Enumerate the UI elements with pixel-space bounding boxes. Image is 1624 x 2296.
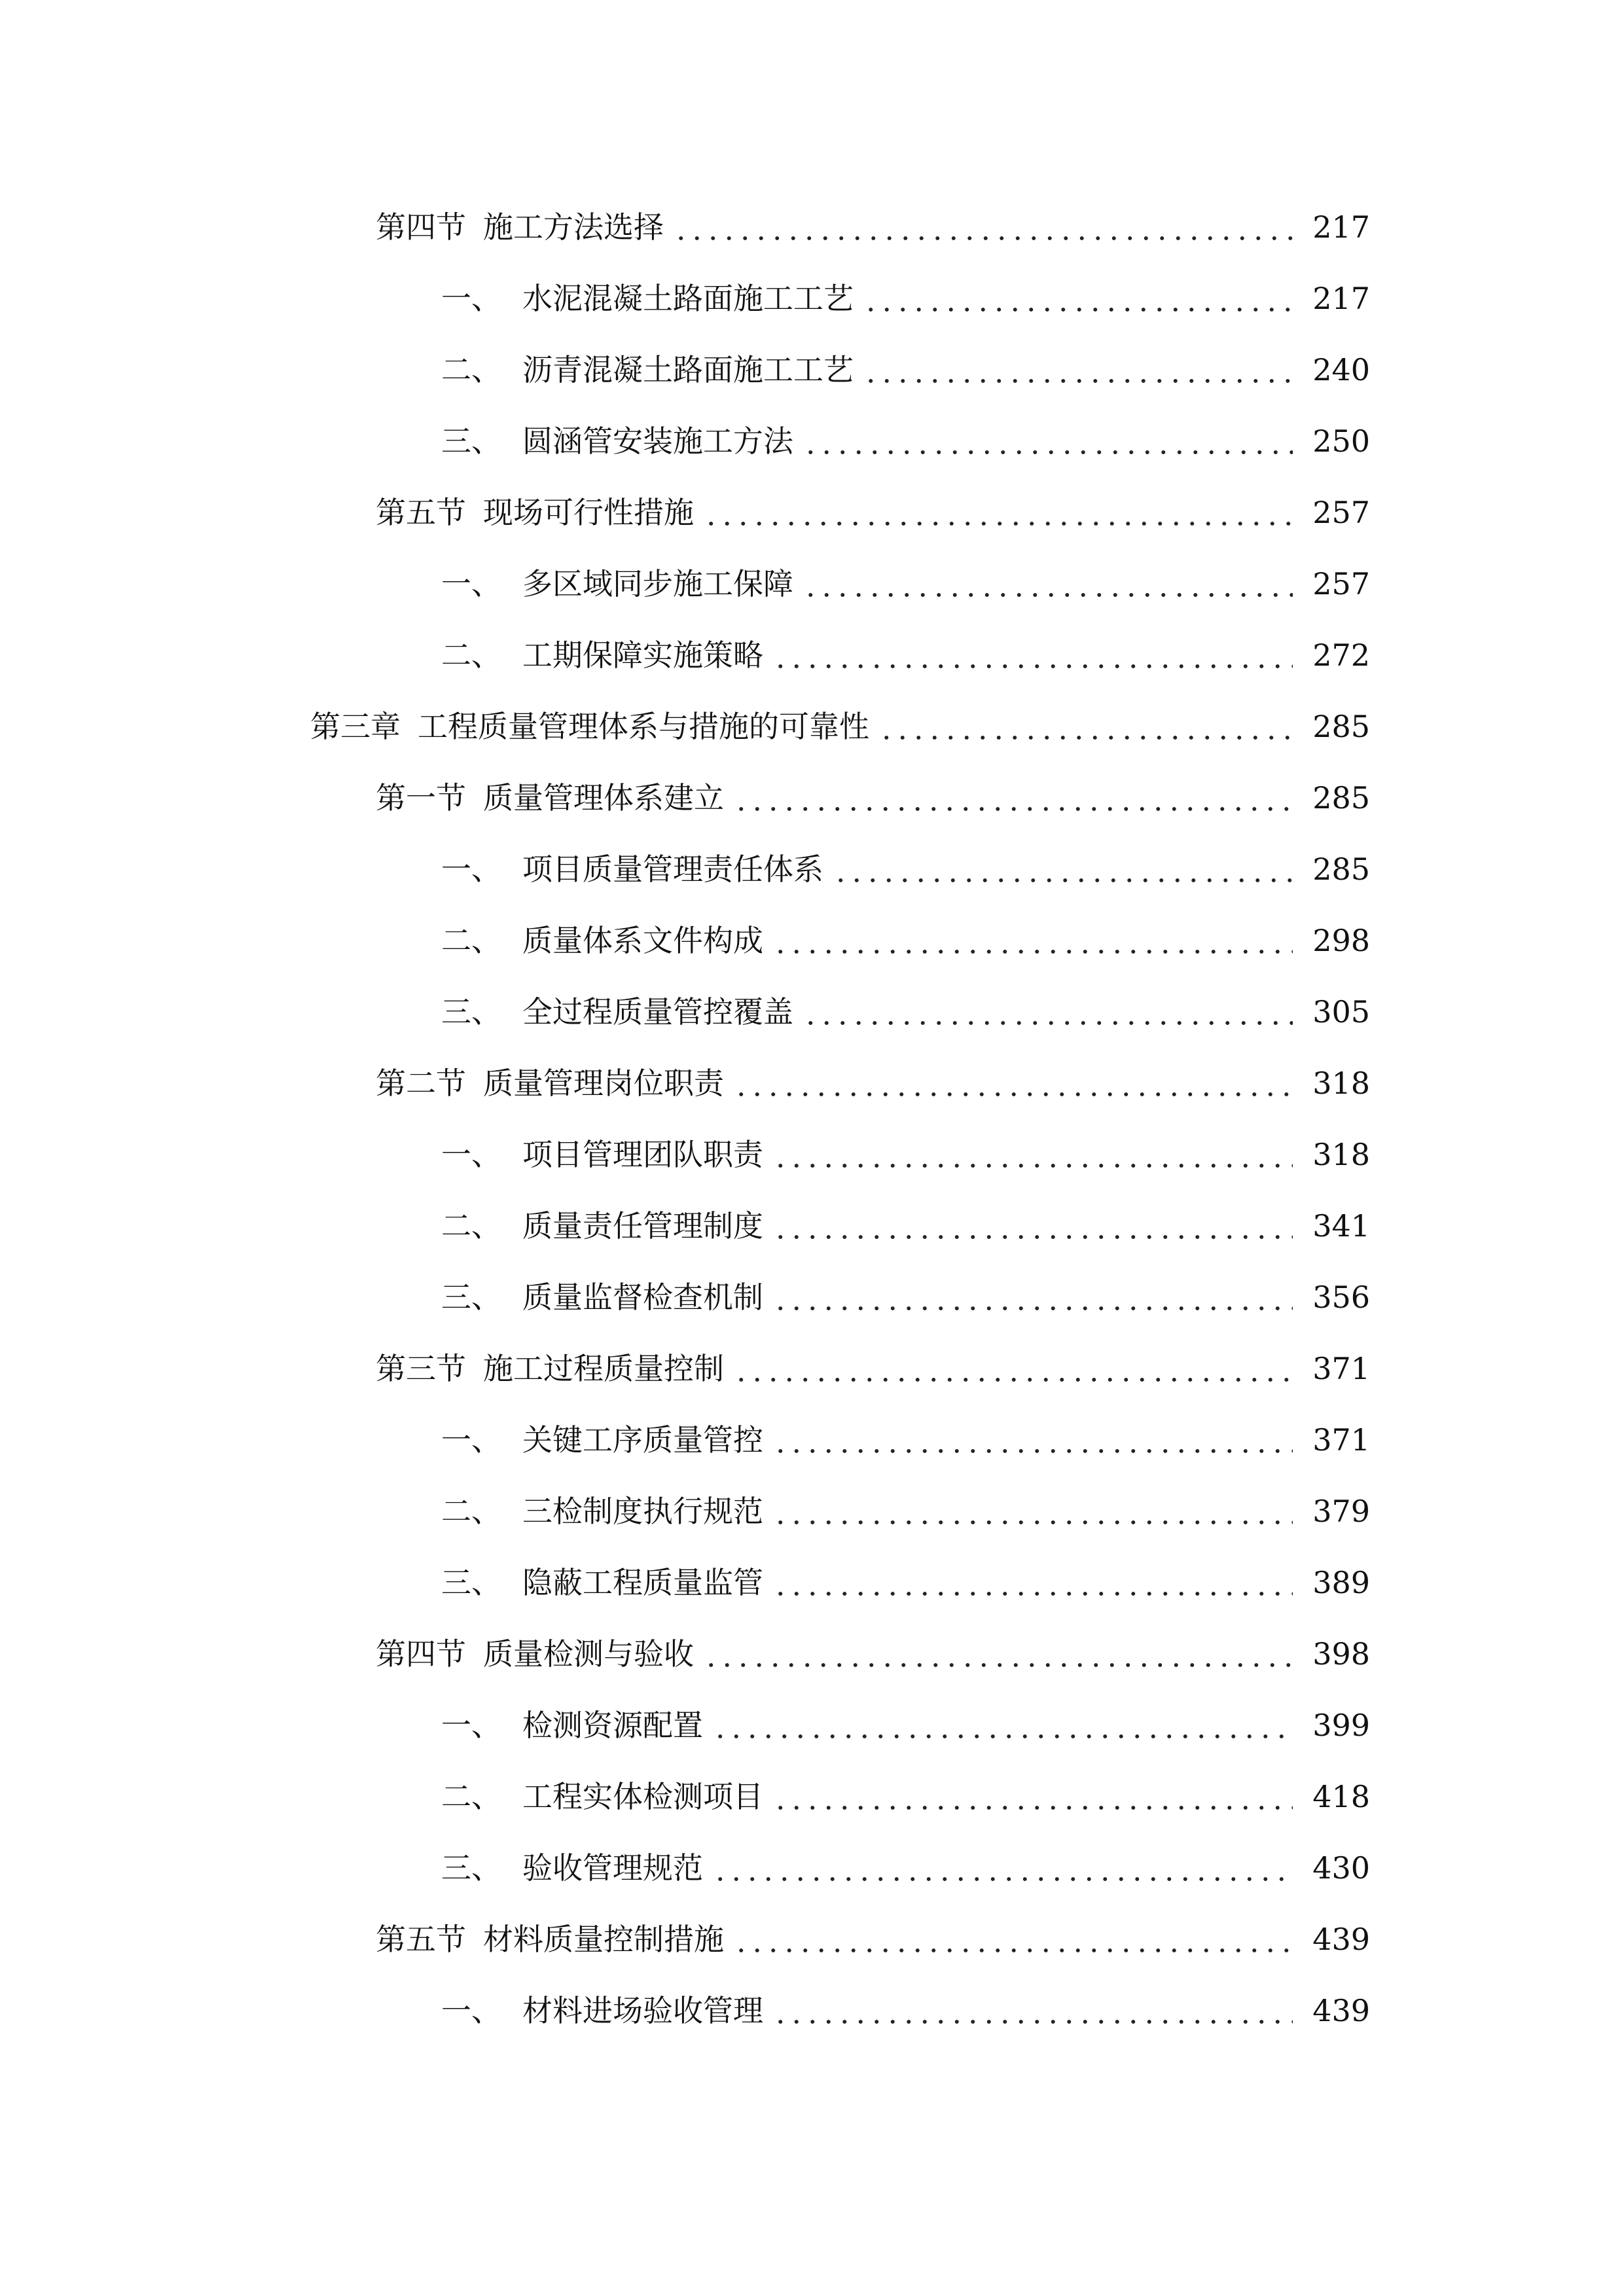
toc-entry-prefix: 三、 [441, 1564, 501, 1600]
toc-entry-label [441, 351, 854, 387]
toc-entry-subsection[interactable] [0, 1261, 1624, 1333]
toc-entry-title: 检测资源配置 [522, 1707, 703, 1743]
toc-page-number: 298 [1312, 922, 1370, 958]
toc-page-number: 439 [1312, 1992, 1370, 2028]
toc-page-number: 257 [1312, 494, 1370, 530]
toc-entry-subsection[interactable] [0, 262, 1624, 334]
toc-page-number: 285 [1312, 851, 1370, 887]
toc-entry-chapter[interactable] [0, 691, 1624, 762]
toc-page-number: 371 [1312, 1422, 1370, 1458]
toc-entry-prefix: 三、 [441, 423, 501, 459]
toc-entry-subsection[interactable] [0, 1119, 1624, 1190]
toc-entry-title: 施工过程质量控制 [483, 1350, 724, 1386]
toc-page-number: 399 [1312, 1707, 1370, 1743]
toc-entry-subsection[interactable] [0, 1475, 1624, 1547]
toc-page-number: 285 [1312, 708, 1370, 744]
toc-entry-subsection[interactable] [0, 548, 1624, 619]
toc-page-number: 257 [1312, 565, 1370, 601]
toc-entry-subsection[interactable] [0, 405, 1624, 476]
toc-entry-prefix: 一、 [441, 851, 501, 887]
toc-entry-label [441, 565, 793, 601]
toc-page-number: 318 [1312, 1065, 1370, 1101]
toc-dot-leader [863, 355, 1293, 385]
toc-entry-prefix: 二、 [441, 1208, 501, 1244]
toc-entry-title: 工程质量管理体系与措施的可靠性 [418, 708, 869, 744]
toc-page-number: 341 [1312, 1208, 1370, 1244]
toc-entry-prefix: 第一节 [376, 780, 466, 816]
toc-entry-prefix: 三、 [441, 994, 501, 1030]
toc-dot-leader [772, 640, 1293, 670]
toc-entry-section[interactable] [0, 1047, 1624, 1119]
toc-dot-leader [712, 1710, 1293, 1740]
toc-dot-leader [772, 1782, 1293, 1812]
toc-page-number: 285 [1312, 780, 1370, 816]
toc-entry-title: 质量管理体系建立 [483, 780, 724, 816]
toc-dot-leader [733, 1924, 1293, 1954]
toc-entry-section[interactable] [0, 762, 1624, 833]
toc-entry-subsection[interactable] [0, 1761, 1624, 1832]
toc-entry-prefix: 第二节 [376, 1065, 466, 1101]
toc-dot-leader [833, 854, 1293, 884]
toc-dot-leader [733, 1068, 1293, 1098]
toc-dot-leader [712, 1853, 1293, 1883]
toc-page-number: 250 [1312, 423, 1370, 459]
toc-entry-subsection[interactable] [0, 905, 1624, 976]
toc-entry-prefix: 第五节 [376, 494, 466, 530]
toc-dot-leader [772, 1496, 1293, 1526]
toc-entry-title: 工期保障实施策略 [522, 637, 763, 673]
toc-entry-subsection[interactable] [0, 976, 1624, 1047]
toc-page-number: 371 [1312, 1350, 1370, 1386]
toc-entry-label [376, 1636, 694, 1672]
toc-entry-subsection[interactable] [0, 1975, 1624, 2046]
toc-dot-leader [772, 1282, 1293, 1312]
toc-page-number: 439 [1312, 1921, 1370, 1957]
toc-entry-label [441, 1850, 703, 1886]
toc-entry-subsection[interactable] [0, 1832, 1624, 1903]
toc-entry-label [310, 708, 869, 744]
toc-entry-title: 关键工序质量管控 [522, 1422, 763, 1458]
toc-dot-leader [733, 783, 1293, 813]
toc-entry-label [376, 209, 664, 245]
toc-entry-title: 验收管理规范 [522, 1850, 703, 1886]
toc-entry-prefix: 二、 [441, 922, 501, 958]
toc-dot-leader [772, 925, 1293, 956]
toc-entry-prefix: 二、 [441, 1778, 501, 1814]
toc-entry-title: 项目管理团队职责 [522, 1136, 763, 1172]
toc-entry-prefix: 一、 [441, 1422, 501, 1458]
toc-page-number: 318 [1312, 1136, 1370, 1172]
toc-entry-subsection[interactable] [0, 1547, 1624, 1618]
toc-entry-label [441, 851, 823, 887]
toc-entry-title: 工程实体检测项目 [522, 1778, 763, 1814]
toc-entry-label [376, 1350, 724, 1386]
toc-entry-title: 质量监督检查机制 [522, 1279, 763, 1315]
toc-entry-label [441, 1208, 763, 1244]
toc-entry-prefix: 二、 [441, 1493, 501, 1529]
toc-entry-label [441, 637, 763, 673]
toc-entry-title: 施工方法选择 [483, 209, 664, 245]
toc-entry-prefix: 一、 [441, 1707, 501, 1743]
toc-dot-leader [772, 1139, 1293, 1170]
toc-entry-label [441, 1422, 763, 1458]
toc-dot-leader [878, 711, 1293, 742]
toc-entry-title: 沥青混凝土路面施工工艺 [522, 351, 854, 387]
toc-page-number: 272 [1312, 637, 1370, 673]
table-of-contents [0, 191, 1624, 2046]
toc-entry-title: 材料质量控制措施 [483, 1921, 724, 1957]
toc-dot-leader [703, 1639, 1293, 1669]
toc-page-number: 418 [1312, 1778, 1370, 1814]
toc-entry-label [376, 494, 694, 530]
toc-dot-leader [803, 426, 1293, 456]
toc-entry-title: 全过程质量管控覆盖 [522, 994, 793, 1030]
toc-entry-title: 三检制度执行规范 [522, 1493, 763, 1529]
toc-entry-prefix: 第三章 [310, 708, 401, 744]
toc-page-number: 430 [1312, 1850, 1370, 1886]
toc-entry-prefix: 二、 [441, 637, 501, 673]
toc-entry-prefix: 第四节 [376, 1636, 466, 1672]
toc-entry-section[interactable] [0, 1333, 1624, 1404]
toc-dot-leader [772, 1996, 1293, 2026]
toc-dot-leader [772, 1211, 1293, 1241]
toc-entry-label [376, 1921, 724, 1957]
toc-entry-prefix: 一、 [441, 280, 501, 316]
toc-entry-label [441, 1778, 763, 1814]
toc-dot-leader [863, 283, 1293, 314]
toc-entry-title: 材料进场验收管理 [522, 1992, 763, 2028]
toc-page-number: 379 [1312, 1493, 1370, 1529]
toc-entry-label [441, 922, 763, 958]
toc-page-number: 398 [1312, 1636, 1370, 1672]
toc-entry-title: 质量责任管理制度 [522, 1208, 763, 1244]
toc-entry-title: 圆涵管安装施工方法 [522, 423, 793, 459]
toc-entry-subsection[interactable] [0, 334, 1624, 405]
toc-entry-subsection[interactable] [0, 833, 1624, 905]
toc-page-number: 389 [1312, 1564, 1370, 1600]
toc-entry-title: 隐蔽工程质量监管 [522, 1564, 763, 1600]
toc-page-number: 217 [1312, 280, 1370, 316]
toc-entry-prefix: 第三节 [376, 1350, 466, 1386]
toc-entry-prefix: 三、 [441, 1279, 501, 1315]
toc-entry-section[interactable] [0, 1903, 1624, 1975]
toc-entry-subsection[interactable] [0, 1190, 1624, 1261]
toc-entry-label [441, 1707, 703, 1743]
toc-page-number: 356 [1312, 1279, 1370, 1315]
toc-page-number: 217 [1312, 209, 1370, 245]
toc-entry-title: 质量体系文件构成 [522, 922, 763, 958]
toc-dot-leader [803, 569, 1293, 599]
toc-entry-title: 质量管理岗位职责 [483, 1065, 724, 1101]
toc-entry-label [441, 1493, 763, 1529]
toc-entry-label [441, 423, 793, 459]
toc-entry-prefix: 二、 [441, 351, 501, 387]
toc-entry-label [376, 780, 724, 816]
toc-entry-prefix: 第五节 [376, 1921, 466, 1957]
toc-entry-label [441, 1992, 763, 2028]
toc-entry-label [441, 994, 793, 1030]
toc-entry-label [441, 1564, 763, 1600]
toc-dot-leader [733, 1354, 1293, 1384]
toc-entry-label [441, 1136, 763, 1172]
toc-entry-title: 质量检测与验收 [483, 1636, 694, 1672]
toc-entry-section[interactable] [0, 1618, 1624, 1689]
toc-entry-title: 水泥混凝土路面施工工艺 [522, 280, 854, 316]
toc-entry-title: 项目质量管理责任体系 [522, 851, 823, 887]
toc-entry-subsection[interactable] [0, 1404, 1624, 1475]
toc-entry-prefix: 第四节 [376, 209, 466, 245]
toc-entry-subsection[interactable] [0, 619, 1624, 691]
toc-entry-section[interactable] [0, 476, 1624, 548]
toc-entry-section[interactable] [0, 191, 1624, 262]
toc-entry-title: 多区域同步施工保障 [522, 565, 793, 601]
toc-entry-prefix: 一、 [441, 1992, 501, 2028]
toc-page-number: 240 [1312, 351, 1370, 387]
toc-entry-prefix: 一、 [441, 565, 501, 601]
toc-entry-label [376, 1065, 724, 1101]
toc-page-number: 305 [1312, 994, 1370, 1030]
toc-dot-leader [803, 997, 1293, 1027]
toc-dot-leader [703, 497, 1293, 528]
toc-dot-leader [772, 1425, 1293, 1455]
toc-entry-prefix: 一、 [441, 1136, 501, 1172]
toc-dot-leader [673, 212, 1293, 242]
toc-entry-title: 现场可行性措施 [483, 494, 694, 530]
toc-entry-subsection[interactable] [0, 1689, 1624, 1761]
toc-entry-label [441, 1279, 763, 1315]
toc-entry-label [441, 280, 854, 316]
toc-entry-prefix: 三、 [441, 1850, 501, 1886]
toc-dot-leader [772, 1568, 1293, 1598]
